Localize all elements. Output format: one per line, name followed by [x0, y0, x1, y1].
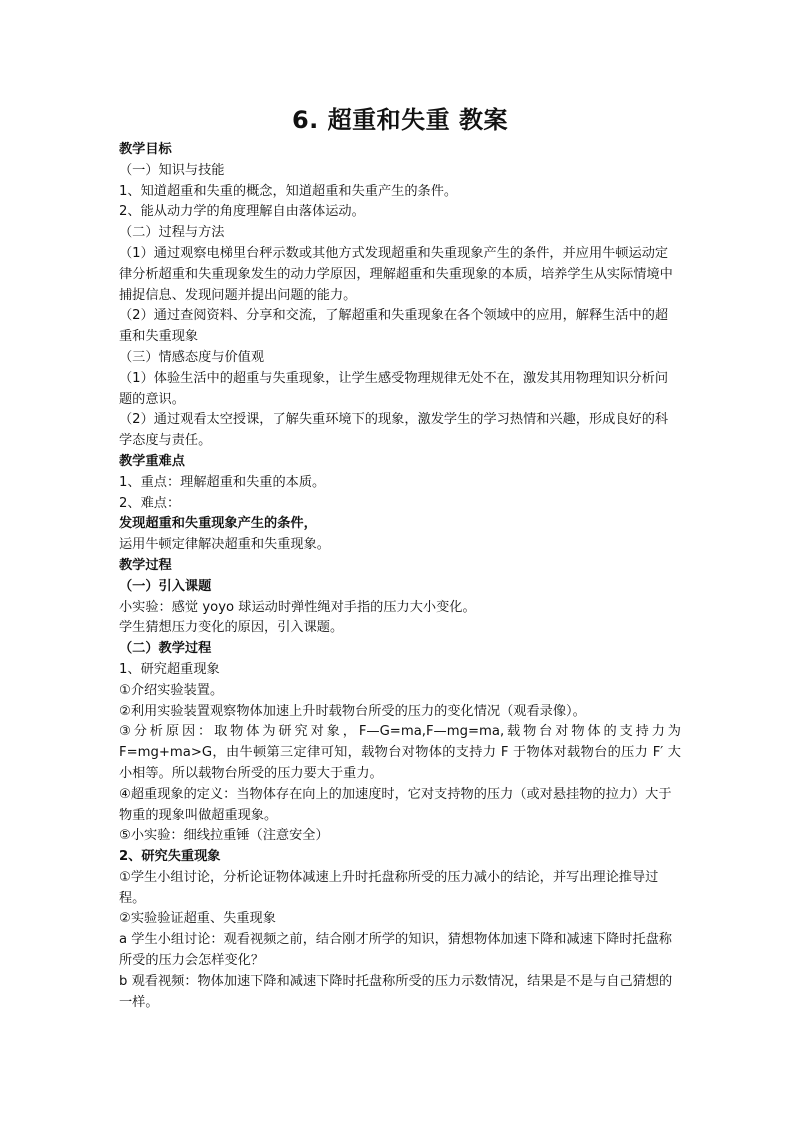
- paragraph-line: ③分析原因：取物体为研究对象，F—G=ma,F—mg=ma,载物台对物体的支持力为F=mg+ma>G，由牛顿第三定律可知，载物台对物体的支持力 F 于物体对载物台的压力 F′ 大小相等。所以载物台所受的压力要大于重力。: [119, 724, 681, 781]
- paragraph-line: a 学生小组讨论：观看视频之前，结合刚才所学的知识，猜想物体加速下降和减速下降时托盘称所受的压力会怎样变化？: [119, 932, 672, 969]
- paragraph-line: 2、能从动力学的角度理解自由落体运动。: [119, 204, 365, 220]
- paragraph-line: （二）过程与方法: [119, 225, 225, 241]
- section-heading: 2、研究失重现象: [119, 849, 221, 865]
- paragraph-line: 1、研究超重现象: [119, 661, 220, 677]
- section-heading: 教学重难点: [119, 453, 185, 469]
- paragraph-line: （1）通过观察电梯里台秤示数或其他方式发现超重和失重现象产生的条件，并应用牛顿运动定律分析超重和失重现象发生的动力学原因，理解超重和失重现象的本质，培养学生从实际情境中捕捉信息、发现问题并提出问题的能力。: [119, 245, 673, 303]
- document-page: [119, 100, 681, 1013]
- paragraph-line: ④超重现象的定义：当物体存在向上的加速度时，它对支持物的压力（或对悬挂物的拉力）大于物重的现象叫做超重现象。: [119, 786, 672, 823]
- paragraph-line: 1、重点：理解超重和失重的本质。: [119, 474, 326, 490]
- paragraph-line: ①介绍实验装置。: [119, 682, 224, 698]
- paragraph-line: ②实验验证超重、失重现象: [119, 911, 276, 927]
- paragraph-line: b 观看视频：物体加速下降和减速下降时托盘称所受的压力示数情况，结果是不是与自己猜想的一样。: [119, 973, 673, 1010]
- section-heading: （一）引入课题: [119, 578, 212, 594]
- paragraph-line: ①学生小组讨论，分析论证物体减速上升时托盘称所受的压力减小的结论，并写出理论推导过程。: [119, 869, 659, 906]
- paragraph-line: ②利用实验装置观察物体加速上升时载物台所受的压力的变化情况（观看录像）。: [119, 703, 586, 719]
- section-heading: 教学过程: [119, 557, 172, 573]
- paragraph-line: 1、知道超重和失重的概念，知道超重和失重产生的条件。: [119, 183, 458, 199]
- paragraph-line: （三）情感态度与价值观: [119, 349, 265, 365]
- paragraph-line: 2、难点：: [119, 495, 181, 511]
- paragraph-line: （1）体验生活中的超重与失重现象，让学生感受物理规律无处不在，激发其用物理知识分析问题的意识。: [119, 370, 669, 407]
- paragraph-line: （一）知识与技能: [119, 162, 225, 178]
- document-body: [119, 140, 681, 1013]
- document-title: 6. 超重和失重 教案: [291, 106, 509, 134]
- paragraph-line: ⑤小实验：细线拉重锤（注意安全）: [119, 828, 329, 844]
- paragraph-line: （2）通过查阅资料、分享和交流，了解超重和失重现象在各个领域中的应用，解释生活中的超重和失重现象: [119, 308, 669, 345]
- paragraph-line: 学生猜想压力变化的原因，引入课题。: [119, 620, 344, 636]
- section-heading: 教学目标: [119, 142, 172, 157]
- paragraph-line: 小实验：感觉 yoyo 球运动时弹性绳对手指的压力大小变化。: [119, 599, 476, 615]
- paragraph-line: （2）通过观看太空授课，了解失重环境下的现象，激发学生的学习热情和兴趣，形成良好的科学态度与责任。: [119, 412, 669, 449]
- paragraph-line: 运用牛顿定律解决超重和失重现象。: [119, 537, 330, 553]
- section-heading: 发现超重和失重现象产生的条件，: [119, 516, 317, 532]
- section-heading: （二）教学过程: [119, 641, 212, 657]
